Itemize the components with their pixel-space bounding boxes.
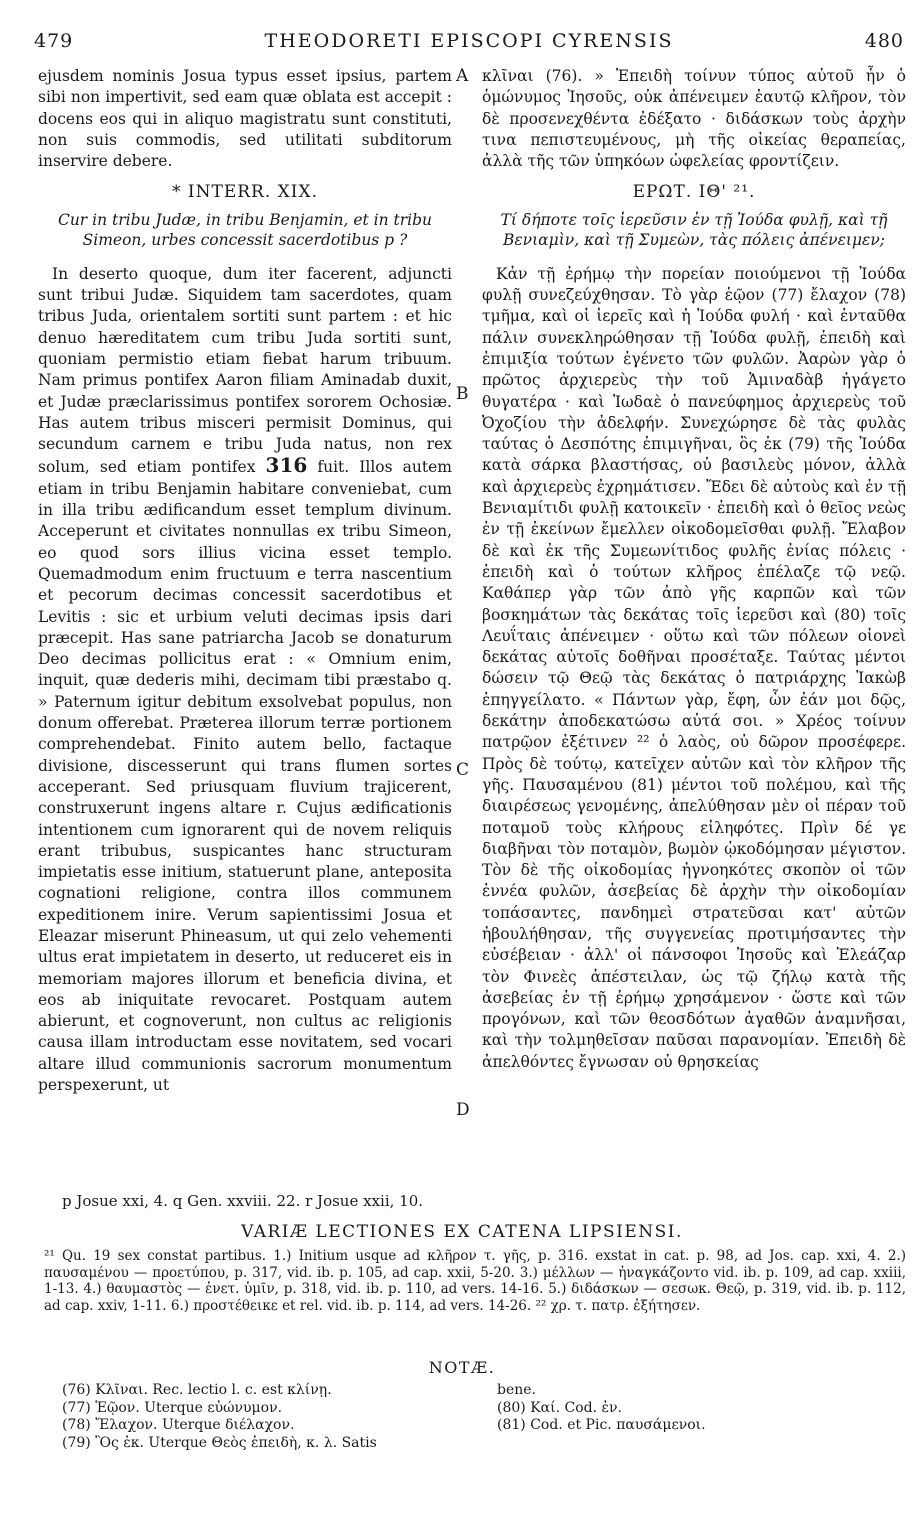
running-title: THEODORETI EPISCOPI CYRENSIS — [264, 30, 674, 52]
scripture-footnotes: p Josue xxi, 4. q Gen. xxviii. 22. r Josue xxii, 10. — [62, 1192, 424, 1210]
page-number-left: 479 — [34, 30, 74, 52]
variae-lectiones-text — [44, 1248, 906, 1314]
greek-question-heading: ΕΡΩΤ. ΙΘ' ²¹. — [632, 182, 756, 203]
latin-column — [38, 66, 452, 1186]
margin-letter-a: A — [456, 66, 469, 86]
note-76: (76) Κλῖναι. Rec. lectio l. c. est κλίνῃ. — [62, 1382, 332, 1398]
notae-title: NOTÆ. — [428, 1358, 496, 1377]
greek-body-paragraph: Κἀν τῇ ἐρήμῳ τὴν πορείαν ποιούμενοι τῇ Ἰούδα φυλῇ συνεζεύχθησαν. Τὸ γὰρ ἑῷον (77) ἔλαχον (78) τμῆμα, καὶ οἱ ἱερεῖς καὶ ἡ Ἰούδα φυλή · καὶ ἐνταῦθα πάλιν συνεκληρώθησαν τῇ Ἰούδα φυλῇ, ἐπειδὴ καὶ ἐπιμιξία τούτων ἐγένετο τῶν φυλῶν. Ἀαρὼν γὰρ ὁ πρῶτος ἀρχιερεὺς τὴν τοῦ Ἀμιναδὰβ ἠγάγετο θυγατέρα · καὶ Ἰωδαὲ ὁ πανεύφημος ἀρχιερεὺς τοῦ Ὀχοζίου τὴν ἀδελφήν. Συνεχώρησε δὲ τὰς φυλὰς ταύτας ὁ Δεσπότης ἐπιμιγῆναι, ὃς ἐκ (79) τῆς Ἰούδα κατὰ σάρκα βλαστήσας, οὐ βασιλεὺς μόνον, ἀλλὰ καὶ ἀρχιερεὺς ἐχρημάτισεν. Ἔδει δὲ αὐτοὺς καὶ ἐν τῇ Βενιαμίτιδι φυλῇ κατοικεῖν · ἐπειδὴ καὶ ὁ θεῖος νεὼς ἐν τῇ ἐκείνων ἔμελλεν οἰκοδομεῖσθαι φυλῇ. Ἔλαβον δὲ καὶ ἐκ τῆς Συμεωνίτιδος φυλῆς ἐνίας πόλεις · ἐπειδὴ καὶ ὁ τούτων κλῆρος ἐπέλαζε τῷ νεῷ. Καθάπερ γὰρ τῶν ἀπὸ γῆς καρπῶν καὶ τῶν βοσκημάτων τὰς δεκάτας τοῖς ἱερεῦσι καὶ (80) τοῖς Λευΐταις ἀπένειμεν · οὕτω καὶ τῶν πόλεων οἱονεὶ δεκάτας αὐτοῖς δοθῆναι προσέταξε. Ταύτας μέντοι δώσειν τῷ Θεῷ τὰς δεκάτας ὁ πατριάρχης Ἰακὼβ ἐπηγγείλατο. « Πάντων γὰρ, ἔφη, ὧν ἐάν μοι δῷς, δεκάτην ἀποδεκατώσω αὐτά σοι. » Χρέος τοίνυν πατρῷον ἐξέτινεν ²² ὁ λαὸς, οὐ δῶρον προσέφερε. Πρὸς δὲ τούτῳ, κατεῖχεν αὐτῶν καὶ τὸν κλῆρον τῆς γῆς. Παυσαμένου (81) μέντοι τοῦ πολέμου, καὶ τῆς διαιρέσεως γενομένης, ἀπελύθησαν μὲν οἱ πέραν τοῦ ποταμοῦ τοὺς κλήρους εἰληφότες. Πρὶν δέ γε διαβῆναι τὸν ποταμὸν, βωμὸν ᾠκοδόμησαν μέγιστον. Τὸν δὲ τῆς οἰκοδομίας ἠγνοηκότες σκοπὸν οἱ τῶν ἐννέα φυλῶν, ἀσεβείας δὲ ἀρχὴν τὴν οἰκοδομίαν τοπάσαντες, πανδημεὶ στρατεῦσαι κατ' αὐτῶν ἠβουλήθησαν, τῆς συγγενείας προτιμήσαντες τὴν εὐσέβειαν · ἀλλ' οἱ πάνσοφοι Ἰησοῦς καὶ Ἐλεάζαρ τὸν Φινεὲς ἀπέστειλαν, ὡς τῷ ζήλῳ κατὰ τῆς ἀσεβείας ἐν τῇ ἐρήμῳ χρησάμενον · ὥστε καὶ τῶν προγόνων, καὶ τῶν θεοσδότων ἀγαθῶν ἀναμνῆσαι, καὶ τὴν τολμηθεῖσαν παῦσαι παρανομίαν. Ἐπειδὴ δὲ ἀπελθόντες ἔγνωσαν οὐ θρησκείας — [482, 264, 906, 1071]
latin-body-part2: fuit. Illos autem etiam in tribu Benjamin habitare conveniebat, cum in illa tribu ædificandum esset templum divinum. Acceperunt et civitates nonnullas ex tribu Simeon, eo quod sors illius vicina esset templo. Quemadmodum enim fructuum e terra nascentium et pecorum decimas concessit sacerdotibus et Levitis : sic et urbium veluti decimas ipsis dari præcepit. Has sane patriarcha Jacob se donaturum Deo decimas pollicitus erat : « Omnium enim, inquit, quæ dederis mihi, decimam tibi præstabo q. » Paternum igitur debitum exsolvebat populus, non donum offerebat. Præterea illorum terræ portionem comprehendebat. Finito autem bello, factaque divisione, discesserunt qui trans flumen sortes acceperant. Sed priusquam fluvium trajicerent, construxerunt ingens altare r. Cujus ædificationis intentionem cum ignorarent qui de novem reliquis erant tribubus, suspicantes hanc structuram impietatis esse initium, statuerunt plane, anteposita cognationi religione, contra illos communem expeditionem inire. Verum sapientissimi Josua et Eleazar miserunt Phineasum, ut qui zelo vehementi ultus erat impietatem in deserto, ut reduceret eis in memoriam majores illorum et beneficia divina, et eos ab iniquitate revocaret. Postquam autem abierunt, et cognoverunt, non cultus ac religionis causa illam introductam esse novitatem, sed vocari altare illud communionis sacrorum monumentum perspexerunt, ut — [38, 458, 452, 1095]
page-number-right: 480 — [864, 30, 904, 52]
latin-question-heading: * INTERR. XIX. — [172, 182, 318, 203]
page-marker-316: 316 — [265, 453, 308, 478]
note-79: (79) Ὃς ἐκ. Uterque Θεὸς ἐπειδὴ, κ. λ. Satis — [62, 1434, 377, 1451]
variae-paragraph: ²¹ Qu. 19 sex constat partibus. 1.) Initium usque ad κλῆρον τ. γῆς, p. 316. exstat in cat. p. 98, ad Jos. cap. xxi, 4. 2.) παυσαμένου — προετύπου, p. 317, vid. ib. p. 105, ad cap. xxii, 5-20. 3.) μέλλων — ἠναγκάζοντο vid. ib. p. 109, ad cap. xxiii, 1-13. 4.) θαυμαστὸς — ἐνετ. ὑμῖν, p. 318, vid. ib. p. 110, ad vers. 14-16. 5.) διδάσκων — σεσωκ. Θεῷ, p. 319, vid. ib. p. 112, ad cap. xxiv, 1-11. 6.) προστέθεικε et rel. vid. ib. p. 114, ad vers. 14-26. ²² χρ. τ. πατρ. ἐξήτησεν. — [44, 1248, 906, 1314]
notes-left-column — [62, 1382, 462, 1452]
note-78: (78) Ἔλαχον. Uterque διέλαχον. — [62, 1417, 295, 1433]
latin-body-part1: In deserto quoque, dum iter facerent, adjuncti sunt tribui Judæ. Siquidem tam sacerdotes, quam tribus Juda, orientalem sortiti sunt partem : et hic denuo hæreditatem cum tribu Juda sortiti sunt, quoniam permistio etiam fiebat harum tribuum. Nam primus pontifex Aaron filiam Aminadab duxit, et Judæ præclarissimus pontifex sororem Ochosiæ. Has autem tribus misceri permisit Dominus, qui secundum carnem e tribu Juda natus, non rex solum, sed etiam pontifex — [38, 264, 452, 477]
margin-letter-d: D — [456, 1100, 470, 1120]
greek-intro-paragraph: κλῖναι (76). » Ἐπειδὴ τοίνυν τύπος αὐτοῦ ἦν ὁ ὁμώνυμος Ἰησοῦς, οὐκ ἀπένειμεν ἑαυτῷ κλῆρον, τὸν δὲ προσενεχθέντα ἐδέξατο · διδάσκων τοὺς ἀρχὴν τινα πεπιστευμένους, μὴ τῆς οἰκείας θεραπείας, ἀλλὰ τῆς τῶν ὑπηκόων ὠφελείας φροντίζειν. — [482, 67, 906, 171]
note-77: (77) Ἑῷον. Uterque εὐώνυμον. — [62, 1399, 283, 1416]
notes-right-column — [497, 1382, 897, 1435]
latin-body-paragraph — [38, 264, 452, 1097]
latin-intro-paragraph: ejusdem nominis Josua typus esset ipsius, partem sibi non impertivit, sed eam quæ oblata est accepit : docens eos qui in aliquo magistratu sunt constituti, non suis commodis, sed utilitati subditorum inservire debere. — [38, 67, 452, 171]
variae-lectiones-title: VARIÆ LECTIONES EX CATENA LIPSIENSI. — [241, 1222, 683, 1242]
greek-question: Τί δήποτε τοῖς ἱερεῦσιν ἐν τῇ Ἰούδα φυλῇ, καὶ τῇ Βενιαμὶν, καὶ τῇ Συμεὼν, τὰς πόλεις ἀπένειμεν; — [500, 210, 888, 249]
margin-letter-b: B — [456, 384, 469, 404]
note-80: (80) Καί. Cod. ἐν. — [497, 1399, 622, 1416]
running-header — [30, 30, 908, 60]
greek-column — [482, 66, 906, 1186]
margin-letter-c: C — [456, 760, 470, 780]
latin-question: Cur in tribu Judæ, in tribu Benjamin, et in tribu Simeon, urbes concessit sacerdotibus p ? — [57, 210, 433, 249]
note-79-continued: bene. — [497, 1382, 536, 1398]
note-81: (81) Cod. et Pic. παυσάμενοι. — [497, 1417, 706, 1433]
